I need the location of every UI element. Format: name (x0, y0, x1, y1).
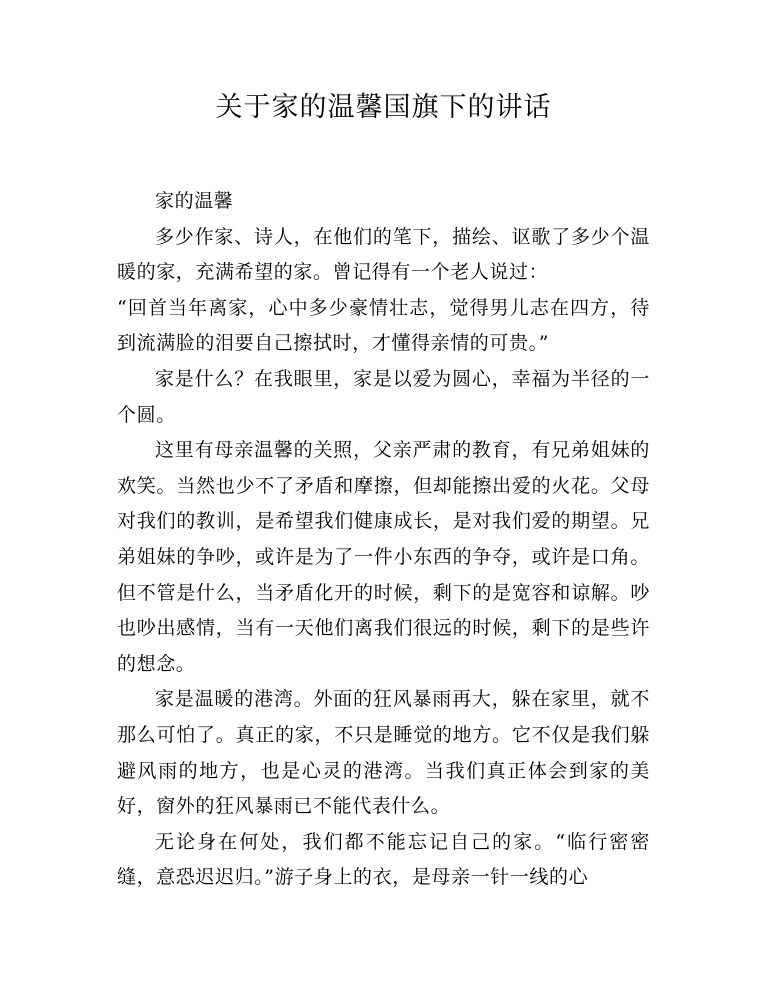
quote-paragraph: “回首当年离家，心中多少豪情壮志，觉得男儿志在四方，待到流满脸的泪要自己擦拭时，才懂得亲情的可贵。” (117, 296, 650, 355)
section-heading: 家的温馨 (155, 190, 234, 212)
paragraph-5: 无论身在何处，我们都不能忘记自己的家。“临行密密缝，意恐迟迟归。”游子身上的衣，是母亲一针一线的心 (117, 830, 650, 889)
paragraph-3: 这里有母亲温馨的关照，父亲严肃的教育，有兄弟姐妹的欢笑。当然也少不了矛盾和摩擦，但却能擦出爱的火花。父母对我们的教训，是希望我们健康成长，是对我们爱的期望。兄弟姐妹的争吵，或许是为了一件小东西的争夺，或许是口角。但不管是什么，当矛盾化开的时候，剩下的是宽容和谅解。吵也吵出感情，当有一天他们离我们很远的时候，剩下的是些许的想念。 (117, 439, 650, 675)
paragraph-2: 家是什么？在我眼里，家是以爱为圆心，幸福为半径的一个圆。 (117, 367, 650, 426)
document-title: 关于家的温馨国旗下的讲话 (215, 92, 552, 123)
paragraph-4: 家是温暖的港湾。外面的狂风暴雨再大，躲在家里，就不那么可怕了。真正的家，不只是睡觉的地方。它不仅是我们躲避风雨的地方，也是心灵的港湾。当我们真正体会到家的美好，窗外的狂风暴雨已不能代表什么。 (117, 688, 650, 818)
paragraph-1: 多少作家、诗人，在他们的笔下，描绘、讴歌了多少个温暖的家，充满希望的家。曾记得有一个老人说过： (117, 225, 650, 284)
